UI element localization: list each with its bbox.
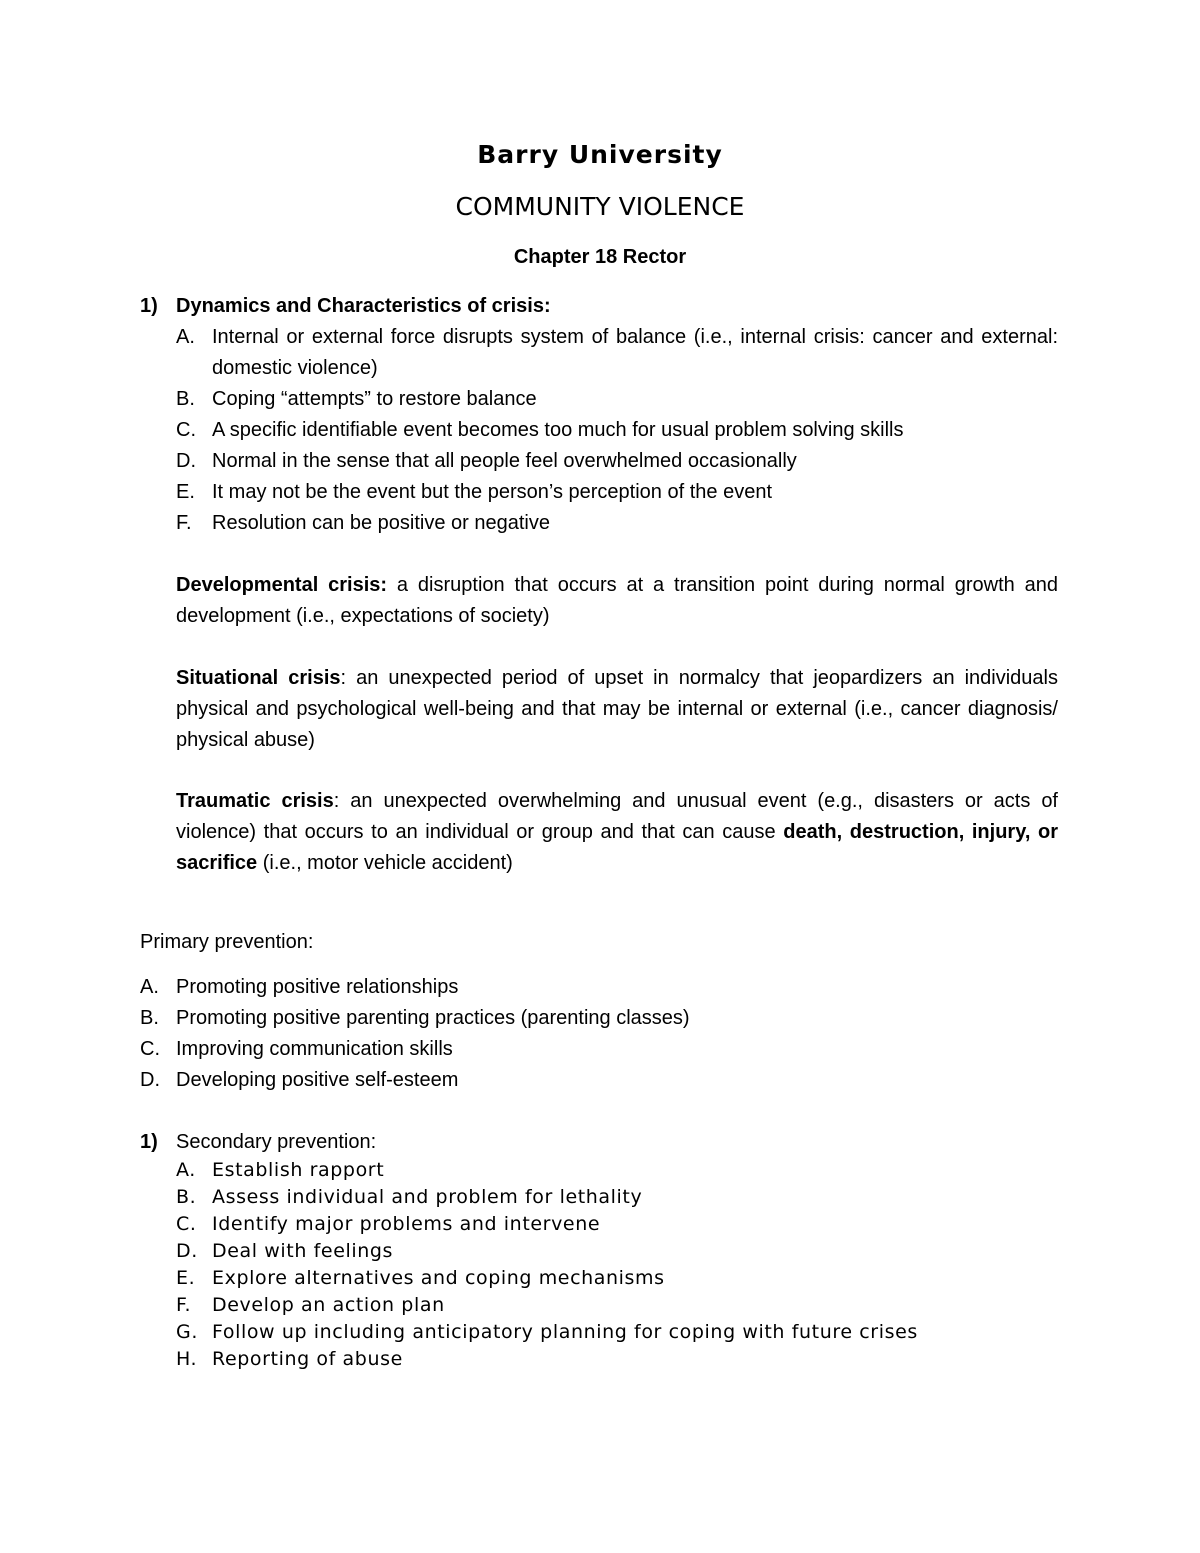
list-text: Promoting positive relationships — [176, 976, 459, 998]
chapter-title: Chapter 18 Rector — [513, 246, 687, 268]
section-title: Dynamics and Characteristics of crisis: — [176, 295, 551, 317]
list-letter: C. — [176, 1213, 197, 1235]
section-number: 1) — [140, 295, 158, 317]
list-letter: A. — [176, 1159, 196, 1181]
list-letter: E. — [176, 481, 195, 503]
list-text: Improving communication skills — [176, 1038, 453, 1060]
list-letter: F. — [176, 512, 192, 534]
list-letter: D. — [176, 1240, 198, 1262]
list-letter: H. — [176, 1348, 198, 1370]
definition-term: Situational crisis — [176, 667, 341, 689]
list-text: Deal with feelings — [212, 1240, 394, 1262]
list-text: Internal or external force disrupts system of balance (i.e., internal crisis: cancer and external: domestic violence) — [212, 326, 1058, 379]
list-item — [176, 1211, 918, 1238]
list-item — [176, 322, 1058, 384]
list-item — [176, 1157, 918, 1184]
section-dynamics-heading — [140, 291, 551, 322]
secondary-prevention-heading — [140, 1127, 376, 1158]
list-item — [176, 1184, 918, 1211]
list-letter: C. — [140, 1038, 160, 1060]
primary-prevention-list — [140, 972, 690, 1096]
list-letter: D. — [176, 450, 196, 472]
list-item — [176, 446, 1058, 477]
list-text: Developing positive self-esteem — [176, 1069, 459, 1091]
list-item — [176, 1265, 918, 1292]
list-letter: D. — [140, 1069, 160, 1091]
definition-text: : an unexpected overwhelming and unusual event (e.g., disasters or acts of violence) that occurs to an individual or group and that can cause — [176, 790, 1058, 843]
university-title: Barry University — [477, 140, 723, 169]
list-letter: B. — [176, 388, 195, 410]
list-letter: A. — [140, 976, 159, 998]
list-item — [176, 1238, 918, 1265]
list-item — [140, 1034, 690, 1065]
definition-text-end: (i.e., motor vehicle accident) — [257, 852, 513, 874]
list-letter: B. — [176, 1186, 197, 1208]
secondary-prevention-list — [176, 1157, 918, 1373]
list-item — [176, 1319, 918, 1346]
list-text: A specific identifiable event becomes too much for usual problem solving skills — [212, 419, 904, 441]
list-text: Develop an action plan — [212, 1294, 445, 1316]
list-item — [176, 1346, 918, 1373]
course-title: COMMUNITY VIOLENCE — [455, 192, 745, 221]
list-text: Follow up including anticipatory planning for coping with future crises — [212, 1321, 918, 1343]
situational-crisis-definition — [176, 663, 1058, 756]
primary-prevention-title: Primary prevention: — [140, 931, 314, 953]
list-item — [176, 384, 1058, 415]
list-letter: C. — [176, 419, 196, 441]
list-item — [140, 972, 690, 1003]
list-item — [176, 1292, 918, 1319]
definition-term: Developmental crisis: — [176, 574, 388, 596]
developmental-crisis-definition — [176, 570, 1058, 632]
list-item — [140, 1003, 690, 1034]
definition-emphasis: death, destruction, injury, or sacrifice — [176, 821, 1059, 874]
definition-text: : an unexpected period of upset in normalcy that jeopardizers an individuals physical and psychological well-being and that may be internal or external (i.e., cancer diagnosis/ physical abuse) — [176, 667, 1058, 751]
list-letter: A. — [176, 326, 195, 348]
definition-term: Traumatic crisis — [176, 790, 334, 812]
list-text: Reporting of abuse — [212, 1348, 403, 1370]
list-item — [176, 508, 1058, 539]
list-text: Normal in the sense that all people feel overwhelmed occasionally — [212, 450, 797, 472]
traumatic-crisis-definition — [176, 786, 1058, 879]
definition-text: a disruption that occurs at a transition point during normal growth and development (i.e., expectations of society) — [176, 574, 1058, 627]
list-item — [140, 1065, 690, 1096]
list-letter: G. — [176, 1321, 198, 1343]
list-text: Establish rapport — [212, 1159, 385, 1181]
list-text: Promoting positive parenting practices (parenting classes) — [176, 1007, 690, 1029]
list-item — [176, 477, 1058, 508]
list-text: Resolution can be positive or negative — [212, 512, 550, 534]
dynamics-list — [176, 322, 1058, 539]
list-letter: E. — [176, 1267, 196, 1289]
list-text: Identify major problems and intervene — [212, 1213, 601, 1235]
list-text: Coping “attempts” to restore balance — [212, 388, 537, 410]
list-letter: F. — [176, 1294, 192, 1316]
secondary-prevention-title: Secondary prevention: — [176, 1131, 377, 1153]
section-number: 1) — [140, 1131, 158, 1153]
list-letter: B. — [140, 1007, 159, 1029]
list-text: Assess individual and problem for lethality — [212, 1186, 643, 1208]
list-text: Explore alternatives and coping mechanisms — [212, 1267, 665, 1289]
list-text: It may not be the event but the person’s perception of the event — [212, 481, 772, 503]
list-item — [176, 415, 1058, 446]
